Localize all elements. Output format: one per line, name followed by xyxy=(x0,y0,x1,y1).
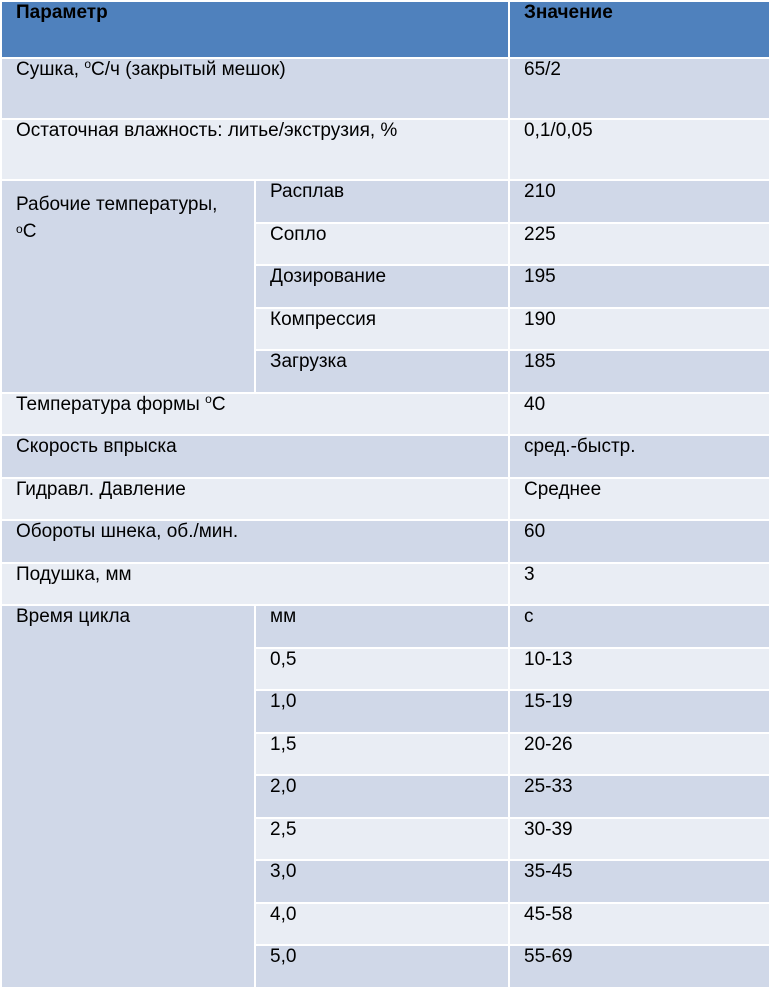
cycle-mm: 2,5 xyxy=(255,818,509,861)
work-temp-name: Загрузка xyxy=(255,350,509,393)
work-temp-name: Сопло xyxy=(255,223,509,266)
cycle-s: 35-45 xyxy=(509,860,769,903)
mold-temp-value: 40 xyxy=(509,393,769,436)
cycle-s: 20-26 xyxy=(509,733,769,776)
table-row-hyd-pressure xyxy=(1,478,769,521)
work-temp-name: Компрессия xyxy=(255,308,509,351)
work-temp-name: Дозирование xyxy=(255,265,509,308)
inj-speed-label: Скорость впрыска xyxy=(1,435,509,478)
hyd-pressure-value: Среднее xyxy=(509,478,769,521)
work-temps-label: Рабочие температуры, $^o$C xyxy=(1,180,255,393)
table-row-screw-rpm xyxy=(1,520,769,563)
table-row-work-temp xyxy=(1,180,769,223)
table-row-drying xyxy=(1,58,769,119)
table-row-cushion xyxy=(1,563,769,606)
work-temp-value: 210 xyxy=(509,180,769,223)
drying-label: Сушка, $^o$С/ч (закрытый мешок) xyxy=(1,58,509,119)
screw-rpm-value: 60 xyxy=(509,520,769,563)
table-header-row xyxy=(1,1,769,58)
cycle-mm: 1,5 xyxy=(255,733,509,776)
cycle-col-s: с xyxy=(509,605,769,648)
screw-rpm-label: Обороты шнека, об./мин. xyxy=(1,520,509,563)
cycle-mm: 0,5 xyxy=(255,648,509,691)
work-temp-value: 185 xyxy=(509,350,769,393)
work-temp-value: 190 xyxy=(509,308,769,351)
cycle-mm: 5,0 xyxy=(255,945,509,988)
table-row-cycle-header xyxy=(1,605,769,648)
table-row-moisture xyxy=(1,119,769,180)
cycle-mm: 4,0 xyxy=(255,903,509,946)
cycle-mm: 2,0 xyxy=(255,775,509,818)
work-temp-value: 225 xyxy=(509,223,769,266)
cycle-s: 25-33 xyxy=(509,775,769,818)
work-temp-value: 195 xyxy=(509,265,769,308)
cycle-mm: 3,0 xyxy=(255,860,509,903)
cycle-s: 10-13 xyxy=(509,648,769,691)
mold-temp-label: Температура формы $^o$C xyxy=(1,393,509,436)
cushion-value: 3 xyxy=(509,563,769,606)
cycle-mm: 1,0 xyxy=(255,690,509,733)
cushion-label: Подушка, мм xyxy=(1,563,509,606)
table-row-mold-temp xyxy=(1,393,769,436)
cycle-s: 45-58 xyxy=(509,903,769,946)
moisture-label: Остаточная влажность: литье/экструзия, % xyxy=(1,119,509,180)
table-row-inj-speed xyxy=(1,435,769,478)
header-value: Значение xyxy=(509,1,769,58)
inj-speed-value: сред.-быстр. xyxy=(509,435,769,478)
cycle-label: Время цикла xyxy=(1,605,255,988)
cycle-s: 55-69 xyxy=(509,945,769,988)
header-param: Параметр xyxy=(1,1,509,58)
hyd-pressure-label: Гидравл. Давление xyxy=(1,478,509,521)
cycle-s: 30-39 xyxy=(509,818,769,861)
drying-value: 65/2 xyxy=(509,58,769,119)
cycle-s: 15-19 xyxy=(509,690,769,733)
work-temp-name: Расплав xyxy=(255,180,509,223)
cycle-col-mm: мм xyxy=(255,605,509,648)
moisture-value: 0,1/0,05 xyxy=(509,119,769,180)
